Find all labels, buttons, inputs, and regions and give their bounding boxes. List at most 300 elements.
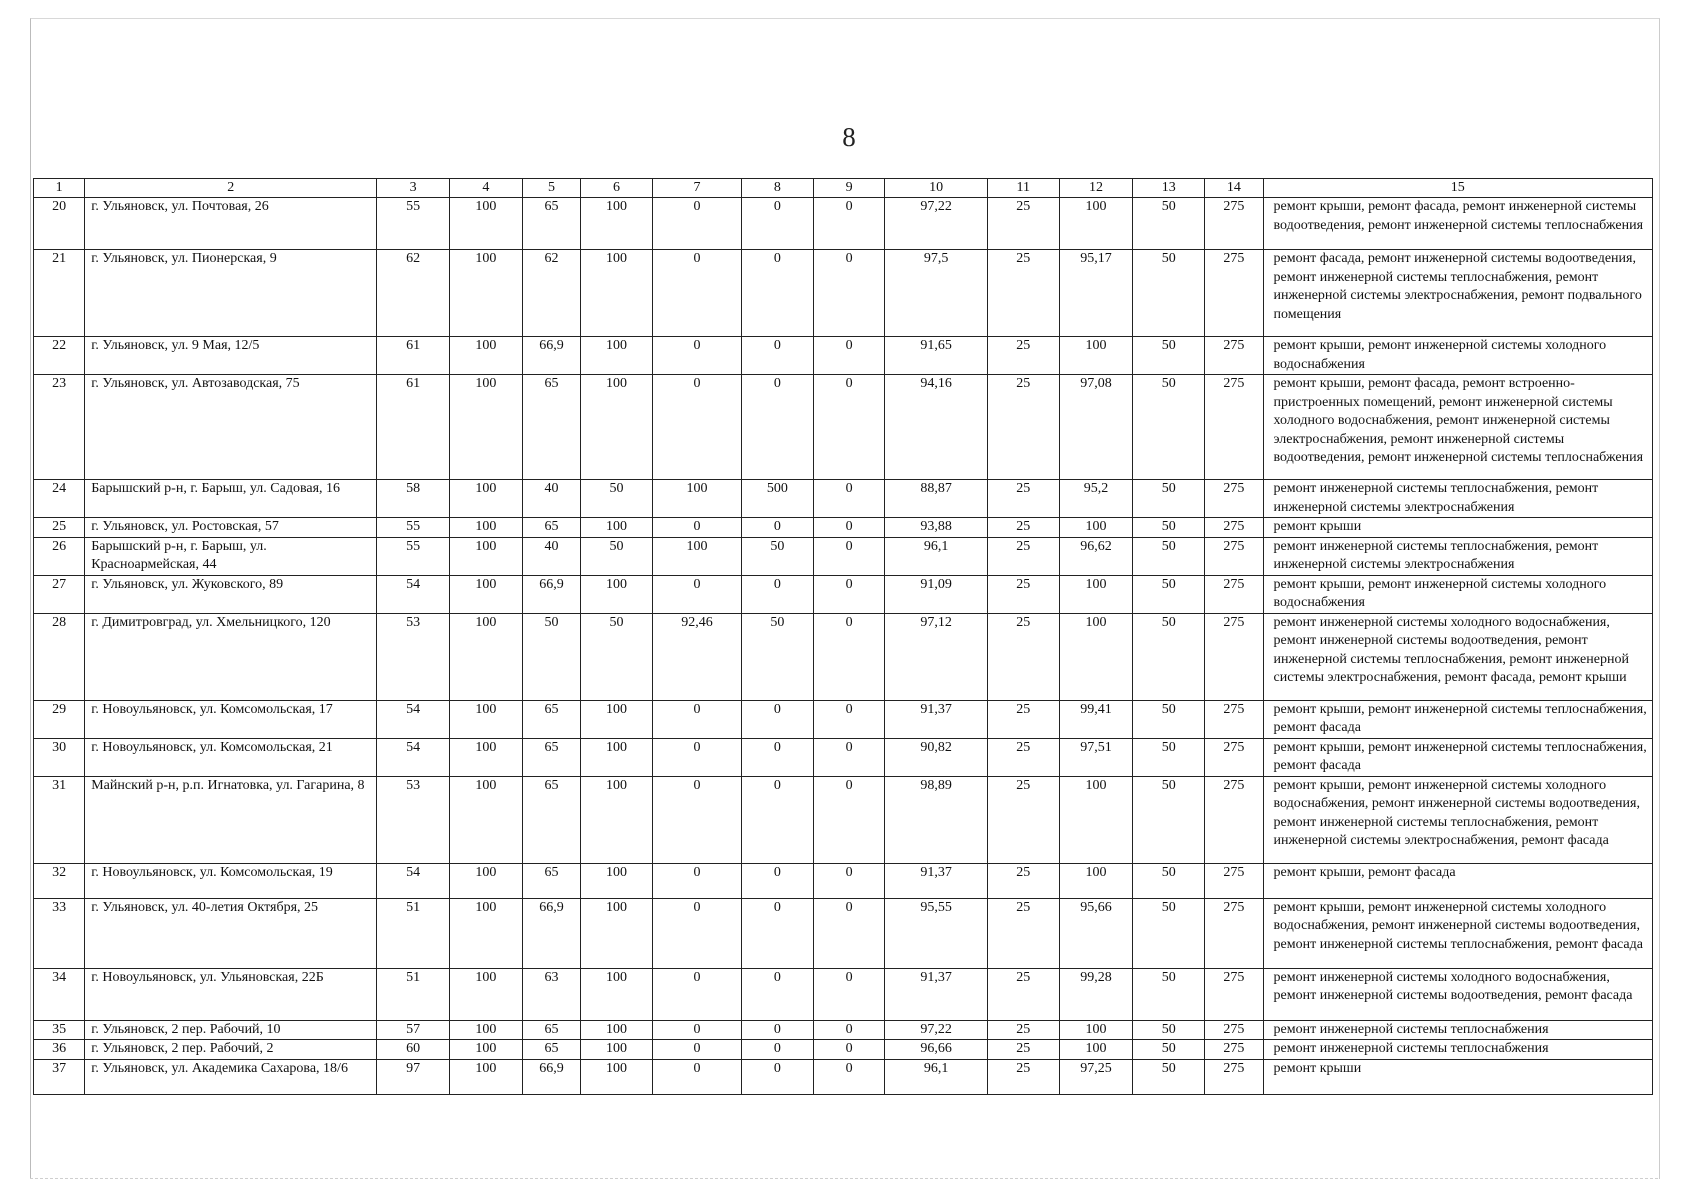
cell-c3: 55 xyxy=(377,198,450,250)
cell-c4: 100 xyxy=(450,700,523,738)
cell-c5: 66,9 xyxy=(522,575,580,613)
cell-works: ремонт фасада, ремонт инженерной системы водоотведения, ремонт инженерной системы теплоснабжения, ремонт инженерной системы электроснабжения, ремонт подвального помещения xyxy=(1263,250,1652,337)
cell-c10: 91,37 xyxy=(885,863,987,898)
cell-c14: 275 xyxy=(1205,863,1263,898)
cell-c12: 100 xyxy=(1059,575,1133,613)
cell-c5: 65 xyxy=(522,375,580,480)
cell-c5: 66,9 xyxy=(522,337,580,375)
cell-c11: 25 xyxy=(987,198,1059,250)
cell-number: 27 xyxy=(34,575,85,613)
cell-c10: 96,1 xyxy=(885,1059,987,1094)
cell-c3: 51 xyxy=(377,898,450,968)
cell-number: 29 xyxy=(34,700,85,738)
cell-c12: 97,08 xyxy=(1059,375,1133,480)
cell-number: 20 xyxy=(34,198,85,250)
cell-c7: 0 xyxy=(652,575,741,613)
cell-c13: 50 xyxy=(1133,198,1205,250)
cell-c5: 40 xyxy=(522,480,580,518)
cell-c12: 100 xyxy=(1059,776,1133,863)
cell-works: ремонт крыши, ремонт фасада xyxy=(1263,863,1652,898)
cell-c6: 100 xyxy=(581,250,653,337)
table-row xyxy=(34,776,1653,863)
cell-works: ремонт крыши xyxy=(1263,518,1652,538)
cell-c8: 0 xyxy=(742,575,814,613)
cell-c3: 54 xyxy=(377,738,450,776)
cell-c13: 50 xyxy=(1133,1040,1205,1060)
cell-c11: 25 xyxy=(987,1040,1059,1060)
cell-c7: 0 xyxy=(652,375,741,480)
cell-c7: 0 xyxy=(652,776,741,863)
cell-c9: 0 xyxy=(813,613,885,700)
cell-c12: 99,41 xyxy=(1059,700,1133,738)
cell-address: г. Ульяновск, ул. Пионерская, 9 xyxy=(85,250,377,337)
cell-address: г. Ульяновск, ул. 9 Мая, 12/5 xyxy=(85,337,377,375)
cell-c6: 100 xyxy=(581,738,653,776)
cell-c13: 50 xyxy=(1133,613,1205,700)
cell-c6: 100 xyxy=(581,337,653,375)
cell-address: г. Новоульяновск, ул. Комсомольская, 19 xyxy=(85,863,377,898)
cell-number: 37 xyxy=(34,1059,85,1094)
cell-works: ремонт крыши, ремонт фасада, ремонт встроенно-пристроенных помещений, ремонт инженерной системы холодного водоснабжения, ремонт инженерной системы электроснабжения, ремонт инженерной системы водоотведения, ремонт инженерной системы теплоснабжения xyxy=(1263,375,1652,480)
header-row xyxy=(34,179,1653,198)
table-row xyxy=(34,863,1653,898)
cell-c4: 100 xyxy=(450,250,523,337)
cell-c14: 275 xyxy=(1205,250,1263,337)
cell-c7: 100 xyxy=(652,537,741,575)
cell-c10: 98,89 xyxy=(885,776,987,863)
cell-works: ремонт инженерной системы холодного водоснабжения, ремонт инженерной системы водоотведения, ремонт фасада xyxy=(1263,968,1652,1020)
cell-c11: 25 xyxy=(987,575,1059,613)
cell-c9: 0 xyxy=(813,375,885,480)
cell-c3: 53 xyxy=(377,776,450,863)
cell-c13: 50 xyxy=(1133,337,1205,375)
cell-c6: 50 xyxy=(581,480,653,518)
cell-c5: 63 xyxy=(522,968,580,1020)
cell-works: ремонт инженерной системы холодного водоснабжения, ремонт инженерной системы водоотведения, ремонт инженерной системы теплоснабжения, ремонт инженерной системы электроснабжения, ремонт фасада, ремонт крыши xyxy=(1263,613,1652,700)
cell-c4: 100 xyxy=(450,575,523,613)
cell-c7: 0 xyxy=(652,898,741,968)
cell-number: 25 xyxy=(34,518,85,538)
cell-c12: 100 xyxy=(1059,518,1133,538)
cell-c5: 65 xyxy=(522,700,580,738)
cell-c3: 62 xyxy=(377,250,450,337)
cell-c12: 96,62 xyxy=(1059,537,1133,575)
cell-number: 35 xyxy=(34,1020,85,1040)
cell-c10: 95,55 xyxy=(885,898,987,968)
cell-c6: 100 xyxy=(581,863,653,898)
cell-address: Майнский р-н, р.п. Игнатовка, ул. Гагарина, 8 xyxy=(85,776,377,863)
cell-c7: 100 xyxy=(652,480,741,518)
cell-c5: 65 xyxy=(522,1040,580,1060)
cell-c5: 65 xyxy=(522,738,580,776)
cell-address: г. Ульяновск, ул. Жуковского, 89 xyxy=(85,575,377,613)
cell-c11: 25 xyxy=(987,613,1059,700)
cell-number: 26 xyxy=(34,537,85,575)
cell-c6: 100 xyxy=(581,575,653,613)
cell-address: г. Новоульяновск, ул. Комсомольская, 21 xyxy=(85,738,377,776)
cell-c3: 54 xyxy=(377,700,450,738)
cell-address: Барышский р-н, г. Барыш, ул. Садовая, 16 xyxy=(85,480,377,518)
cell-c6: 100 xyxy=(581,518,653,538)
cell-c7: 0 xyxy=(652,863,741,898)
cell-c11: 25 xyxy=(987,700,1059,738)
table-row xyxy=(34,613,1653,700)
cell-c10: 97,5 xyxy=(885,250,987,337)
table-row xyxy=(34,898,1653,968)
table-row xyxy=(34,968,1653,1020)
cell-c3: 61 xyxy=(377,375,450,480)
cell-c7: 0 xyxy=(652,250,741,337)
column-header-3: 3 xyxy=(377,179,450,198)
cell-c6: 100 xyxy=(581,700,653,738)
cell-c3: 55 xyxy=(377,518,450,538)
table-row xyxy=(34,1059,1653,1094)
cell-c4: 100 xyxy=(450,863,523,898)
cell-c13: 50 xyxy=(1133,1059,1205,1094)
table-row xyxy=(34,480,1653,518)
cell-c7: 0 xyxy=(652,1020,741,1040)
cell-c9: 0 xyxy=(813,518,885,538)
cell-c9: 0 xyxy=(813,968,885,1020)
cell-c13: 50 xyxy=(1133,537,1205,575)
cell-c9: 0 xyxy=(813,575,885,613)
cell-c6: 100 xyxy=(581,198,653,250)
cell-c9: 0 xyxy=(813,337,885,375)
cell-c4: 100 xyxy=(450,1020,523,1040)
cell-address: г. Ульяновск, ул. Академика Сахарова, 18/6 xyxy=(85,1059,377,1094)
cell-c6: 100 xyxy=(581,776,653,863)
cell-c13: 50 xyxy=(1133,575,1205,613)
cell-c8: 0 xyxy=(742,1059,814,1094)
cell-c4: 100 xyxy=(450,776,523,863)
cell-c10: 91,37 xyxy=(885,700,987,738)
cell-c4: 100 xyxy=(450,613,523,700)
repair-table xyxy=(33,178,1653,1095)
cell-address: Барышский р-н, г. Барыш, ул. Красноармейская, 44 xyxy=(85,537,377,575)
column-header-5: 5 xyxy=(522,179,580,198)
cell-c13: 50 xyxy=(1133,518,1205,538)
cell-works: ремонт крыши, ремонт инженерной системы холодного водоснабжения xyxy=(1263,575,1652,613)
table-row xyxy=(34,250,1653,337)
cell-c8: 0 xyxy=(742,375,814,480)
cell-c9: 0 xyxy=(813,738,885,776)
cell-works: ремонт крыши, ремонт инженерной системы холодного водоснабжения, ремонт инженерной системы водоотведения, ремонт инженерной системы теплоснабжения, ремонт инженерной системы электроснабжения, ремонт фасада xyxy=(1263,776,1652,863)
cell-c12: 97,51 xyxy=(1059,738,1133,776)
cell-c10: 96,66 xyxy=(885,1040,987,1060)
cell-c3: 57 xyxy=(377,1020,450,1040)
column-header-7: 7 xyxy=(652,179,741,198)
page-number: 8 xyxy=(842,122,856,152)
cell-works: ремонт инженерной системы теплоснабжения xyxy=(1263,1040,1652,1060)
cell-c8: 0 xyxy=(742,863,814,898)
cell-c13: 50 xyxy=(1133,1020,1205,1040)
cell-c9: 0 xyxy=(813,863,885,898)
cell-c14: 275 xyxy=(1205,375,1263,480)
cell-c9: 0 xyxy=(813,1059,885,1094)
cell-works: ремонт крыши, ремонт инженерной системы теплоснабжения, ремонт фасада xyxy=(1263,700,1652,738)
cell-c4: 100 xyxy=(450,1059,523,1094)
cell-c4: 100 xyxy=(450,198,523,250)
cell-c10: 94,16 xyxy=(885,375,987,480)
cell-c7: 92,46 xyxy=(652,613,741,700)
cell-c8: 0 xyxy=(742,700,814,738)
cell-number: 32 xyxy=(34,863,85,898)
cell-c3: 58 xyxy=(377,480,450,518)
cell-c12: 95,66 xyxy=(1059,898,1133,968)
cell-c4: 100 xyxy=(450,968,523,1020)
cell-c6: 100 xyxy=(581,968,653,1020)
cell-c13: 50 xyxy=(1133,375,1205,480)
cell-c3: 61 xyxy=(377,337,450,375)
cell-c9: 0 xyxy=(813,250,885,337)
cell-c12: 99,28 xyxy=(1059,968,1133,1020)
cell-c10: 97,22 xyxy=(885,1020,987,1040)
cell-c4: 100 xyxy=(450,337,523,375)
cell-works: ремонт крыши, ремонт инженерной системы теплоснабжения, ремонт фасада xyxy=(1263,738,1652,776)
cell-c8: 500 xyxy=(742,480,814,518)
cell-c9: 0 xyxy=(813,776,885,863)
cell-c11: 25 xyxy=(987,776,1059,863)
column-header-1: 1 xyxy=(34,179,85,198)
cell-c4: 100 xyxy=(450,898,523,968)
cell-c7: 0 xyxy=(652,198,741,250)
cell-c7: 0 xyxy=(652,1059,741,1094)
cell-c8: 50 xyxy=(742,537,814,575)
cell-c12: 100 xyxy=(1059,613,1133,700)
cell-c14: 275 xyxy=(1205,968,1263,1020)
cell-works: ремонт крыши, ремонт инженерной системы холодного водоснабжения, ремонт инженерной системы водоотведения, ремонт инженерной системы теплоснабжения, ремонт фасада xyxy=(1263,898,1652,968)
cell-address: г. Ульяновск, 2 пер. Рабочий, 2 xyxy=(85,1040,377,1060)
cell-c14: 275 xyxy=(1205,1040,1263,1060)
cell-c7: 0 xyxy=(652,968,741,1020)
cell-c3: 54 xyxy=(377,863,450,898)
cell-c6: 100 xyxy=(581,375,653,480)
cell-c14: 275 xyxy=(1205,537,1263,575)
cell-c8: 0 xyxy=(742,1040,814,1060)
cell-c7: 0 xyxy=(652,738,741,776)
cell-number: 30 xyxy=(34,738,85,776)
cell-c10: 97,22 xyxy=(885,198,987,250)
cell-c9: 0 xyxy=(813,198,885,250)
cell-c14: 275 xyxy=(1205,1059,1263,1094)
cell-works: ремонт крыши xyxy=(1263,1059,1652,1094)
cell-c5: 66,9 xyxy=(522,1059,580,1094)
cell-c3: 97 xyxy=(377,1059,450,1094)
cell-works: ремонт крыши, ремонт фасада, ремонт инженерной системы водоотведения, ремонт инженерной системы теплоснабжения xyxy=(1263,198,1652,250)
cell-c11: 25 xyxy=(987,738,1059,776)
cell-number: 33 xyxy=(34,898,85,968)
cell-c6: 50 xyxy=(581,613,653,700)
cell-c9: 0 xyxy=(813,700,885,738)
cell-c4: 100 xyxy=(450,480,523,518)
cell-c9: 0 xyxy=(813,537,885,575)
cell-c9: 0 xyxy=(813,898,885,968)
column-header-2: 2 xyxy=(85,179,377,198)
cell-works: ремонт инженерной системы теплоснабжения, ремонт инженерной системы электроснабжения xyxy=(1263,537,1652,575)
cell-c7: 0 xyxy=(652,700,741,738)
cell-c5: 65 xyxy=(522,518,580,538)
cell-c11: 25 xyxy=(987,518,1059,538)
cell-c13: 50 xyxy=(1133,898,1205,968)
cell-c5: 65 xyxy=(522,863,580,898)
cell-c13: 50 xyxy=(1133,968,1205,1020)
cell-c10: 91,09 xyxy=(885,575,987,613)
column-header-4: 4 xyxy=(450,179,523,198)
cell-works: ремонт крыши, ремонт инженерной системы холодного водоснабжения xyxy=(1263,337,1652,375)
column-header-8: 8 xyxy=(742,179,814,198)
cell-c13: 50 xyxy=(1133,480,1205,518)
cell-c4: 100 xyxy=(450,738,523,776)
cell-c11: 25 xyxy=(987,375,1059,480)
cell-c9: 0 xyxy=(813,480,885,518)
cell-c3: 60 xyxy=(377,1040,450,1060)
bottom-rule xyxy=(30,1178,1658,1179)
table-row xyxy=(34,198,1653,250)
cell-c12: 100 xyxy=(1059,863,1133,898)
cell-c14: 275 xyxy=(1205,776,1263,863)
cell-c12: 100 xyxy=(1059,1020,1133,1040)
cell-number: 34 xyxy=(34,968,85,1020)
cell-number: 24 xyxy=(34,480,85,518)
cell-c6: 100 xyxy=(581,1040,653,1060)
cell-c12: 97,25 xyxy=(1059,1059,1133,1094)
table-row xyxy=(34,738,1653,776)
cell-c3: 55 xyxy=(377,537,450,575)
table-body xyxy=(34,198,1653,1095)
cell-c14: 275 xyxy=(1205,198,1263,250)
cell-c8: 0 xyxy=(742,1020,814,1040)
cell-c7: 0 xyxy=(652,337,741,375)
cell-c11: 25 xyxy=(987,898,1059,968)
cell-c4: 100 xyxy=(450,1040,523,1060)
column-header-13: 13 xyxy=(1133,179,1205,198)
cell-c6: 50 xyxy=(581,537,653,575)
table-row xyxy=(34,375,1653,480)
cell-c8: 0 xyxy=(742,250,814,337)
cell-c5: 62 xyxy=(522,250,580,337)
cell-address: г. Димитровград, ул. Хмельницкого, 120 xyxy=(85,613,377,700)
cell-c10: 96,1 xyxy=(885,537,987,575)
table-row xyxy=(34,518,1653,538)
cell-c10: 88,87 xyxy=(885,480,987,518)
column-header-6: 6 xyxy=(581,179,653,198)
table-row xyxy=(34,700,1653,738)
cell-c12: 100 xyxy=(1059,337,1133,375)
cell-c5: 65 xyxy=(522,198,580,250)
cell-c11: 25 xyxy=(987,1059,1059,1094)
cell-address: г. Ульяновск, ул. Ростовская, 57 xyxy=(85,518,377,538)
cell-c14: 275 xyxy=(1205,480,1263,518)
column-header-11: 11 xyxy=(987,179,1059,198)
cell-c7: 0 xyxy=(652,518,741,538)
table-row xyxy=(34,537,1653,575)
cell-c11: 25 xyxy=(987,250,1059,337)
cell-number: 28 xyxy=(34,613,85,700)
cell-c8: 0 xyxy=(742,337,814,375)
column-header-9: 9 xyxy=(813,179,885,198)
cell-c14: 275 xyxy=(1205,700,1263,738)
cell-address: г. Ульяновск, ул. 40-летия Октября, 25 xyxy=(85,898,377,968)
cell-c5: 65 xyxy=(522,1020,580,1040)
cell-c9: 0 xyxy=(813,1040,885,1060)
column-header-12: 12 xyxy=(1059,179,1133,198)
cell-number: 22 xyxy=(34,337,85,375)
cell-c6: 100 xyxy=(581,1059,653,1094)
cell-c13: 50 xyxy=(1133,776,1205,863)
cell-c10: 91,37 xyxy=(885,968,987,1020)
cell-address: г. Ульяновск, ул. Почтовая, 26 xyxy=(85,198,377,250)
cell-c5: 40 xyxy=(522,537,580,575)
cell-c8: 0 xyxy=(742,776,814,863)
cell-c11: 25 xyxy=(987,537,1059,575)
cell-c4: 100 xyxy=(450,537,523,575)
cell-c13: 50 xyxy=(1133,738,1205,776)
cell-c3: 53 xyxy=(377,613,450,700)
cell-number: 31 xyxy=(34,776,85,863)
cell-c5: 65 xyxy=(522,776,580,863)
cell-address: г. Новоульяновск, ул. Комсомольская, 17 xyxy=(85,700,377,738)
cell-c3: 54 xyxy=(377,575,450,613)
cell-c6: 100 xyxy=(581,898,653,968)
cell-c13: 50 xyxy=(1133,700,1205,738)
cell-c5: 66,9 xyxy=(522,898,580,968)
cell-c14: 275 xyxy=(1205,337,1263,375)
table-row xyxy=(34,337,1653,375)
cell-c11: 25 xyxy=(987,337,1059,375)
cell-c12: 95,2 xyxy=(1059,480,1133,518)
table-row xyxy=(34,575,1653,613)
column-header-10: 10 xyxy=(885,179,987,198)
cell-c14: 275 xyxy=(1205,613,1263,700)
cell-c3: 51 xyxy=(377,968,450,1020)
cell-c11: 25 xyxy=(987,480,1059,518)
cell-c14: 275 xyxy=(1205,575,1263,613)
cell-works: ремонт инженерной системы теплоснабжения xyxy=(1263,1020,1652,1040)
cell-c8: 0 xyxy=(742,198,814,250)
cell-address: г. Ульяновск, ул. Автозаводская, 75 xyxy=(85,375,377,480)
cell-address: г. Новоульяновск, ул. Ульяновская, 22Б xyxy=(85,968,377,1020)
cell-c13: 50 xyxy=(1133,863,1205,898)
cell-c12: 100 xyxy=(1059,198,1133,250)
cell-c12: 95,17 xyxy=(1059,250,1133,337)
cell-works: ремонт инженерной системы теплоснабжения, ремонт инженерной системы электроснабжения xyxy=(1263,480,1652,518)
cell-c13: 50 xyxy=(1133,250,1205,337)
cell-c14: 275 xyxy=(1205,898,1263,968)
cell-c10: 91,65 xyxy=(885,337,987,375)
column-header-14: 14 xyxy=(1205,179,1263,198)
table-row xyxy=(34,1020,1653,1040)
cell-c14: 275 xyxy=(1205,518,1263,538)
cell-c10: 97,12 xyxy=(885,613,987,700)
cell-c8: 50 xyxy=(742,613,814,700)
cell-c4: 100 xyxy=(450,375,523,480)
cell-number: 21 xyxy=(34,250,85,337)
cell-c10: 93,88 xyxy=(885,518,987,538)
cell-c8: 0 xyxy=(742,738,814,776)
cell-c14: 275 xyxy=(1205,738,1263,776)
cell-c9: 0 xyxy=(813,1020,885,1040)
cell-c11: 25 xyxy=(987,968,1059,1020)
cell-c10: 90,82 xyxy=(885,738,987,776)
cell-number: 36 xyxy=(34,1040,85,1060)
cell-c4: 100 xyxy=(450,518,523,538)
cell-c8: 0 xyxy=(742,968,814,1020)
column-header-15: 15 xyxy=(1263,179,1652,198)
cell-c8: 0 xyxy=(742,518,814,538)
cell-c8: 0 xyxy=(742,898,814,968)
cell-number: 23 xyxy=(34,375,85,480)
cell-c5: 50 xyxy=(522,613,580,700)
